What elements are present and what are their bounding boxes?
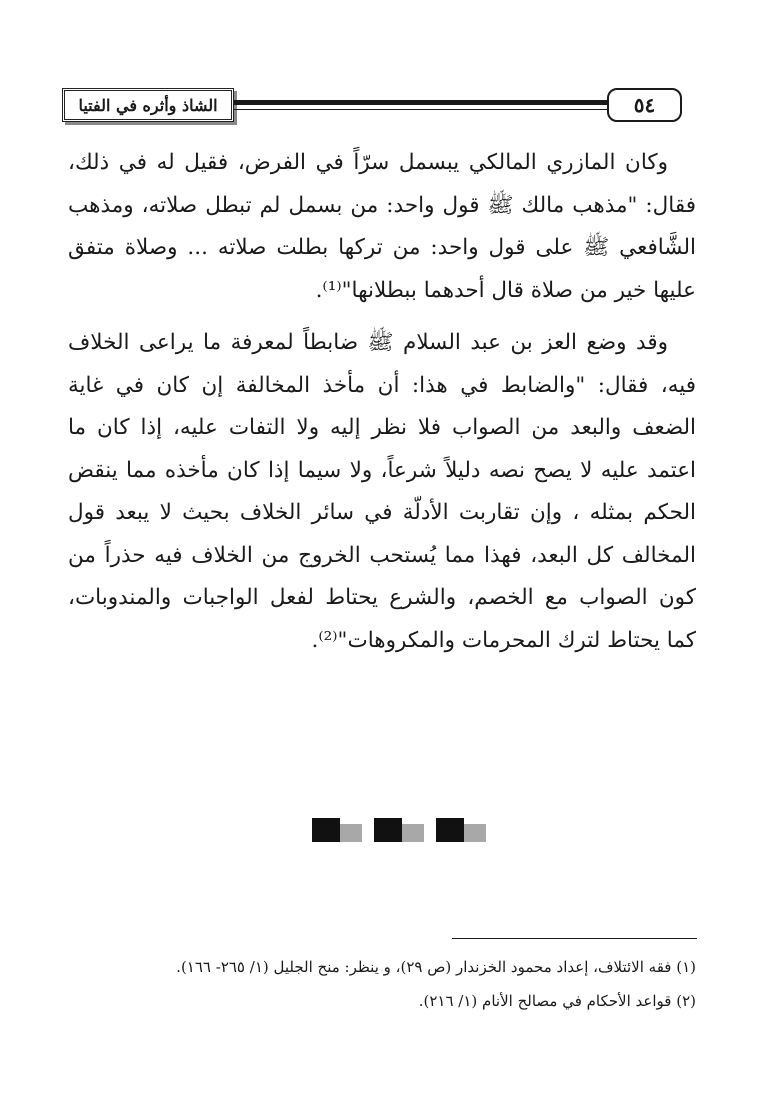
footnote-2: (٢) قواعد الأحكام في مصالح الأنام (١/ ٢١٦). (418, 992, 696, 1010)
header-rule-thick (234, 100, 607, 105)
footnote-separator (452, 938, 697, 939)
paragraph-2: وقد وضع العز بن عبد السلام ﷺ ضابطاً لمعرفة ما يراعى الخلاف فيه، فقال: "والضابط في هذا: أن مأخذ المخالفة إن كان في غاية الضعف والبعد من الصواب فلا نظر إليه ولا التفات عليه، إذا كان ما اعتمد عليه لا يصح نصه دليلاً شرعاً، ولا سيما إذا كان مأخذه مما ينقض الحكم بمثله ، وإن تقاربت الأدلّة في سائر الخلاف بحيث لا يبعد قول المخالف كل البعد، فهذا مما يُستحب الخروج من الخلاف فيه حذراً من كون الصواب مع الخصم، والشرع يحتاط لفعل الواجبات والمندوبات، كما يحتاط لترك المحرمات والمكروهات"⁽²⁾. (68, 330, 696, 653)
running-title: الشاذ وأثره في الفتيا (62, 88, 234, 122)
ornament-block (312, 818, 340, 842)
ornament-shadow (402, 824, 424, 842)
page-header (62, 88, 682, 124)
footnote-1: (١) فقه الائتلاف، إعداد محمود الخزندار (ص ٢٩)، و ينظر: منح الجليل (١/ ٢٦٥- ١٦٦). (176, 958, 696, 976)
ornament-block (374, 818, 402, 842)
ornament-shadow (464, 824, 486, 842)
paragraph-1: وكان المازري المالكي يبسمل سرّاً في الفرض، فقيل له في ذلك، فقال: "مذهب مالك ﷺ قول واحد: من بسمل لم تبطل صلاته، ومذهب الشَّافعي ﷺ على قول واحد: من تركها بطلت صلاته ... وصلاة متفق عليها خير من صلاة قال أحدهما ببطلانها"⁽¹⁾. (68, 150, 696, 303)
ornament-block (436, 818, 464, 842)
footnotes (68, 950, 696, 1018)
header-rule-thin (234, 109, 607, 110)
page-number: ٥٤ (607, 88, 682, 122)
body-text (68, 142, 696, 662)
section-end-ornament (312, 818, 492, 842)
ornament-shadow (340, 824, 362, 842)
